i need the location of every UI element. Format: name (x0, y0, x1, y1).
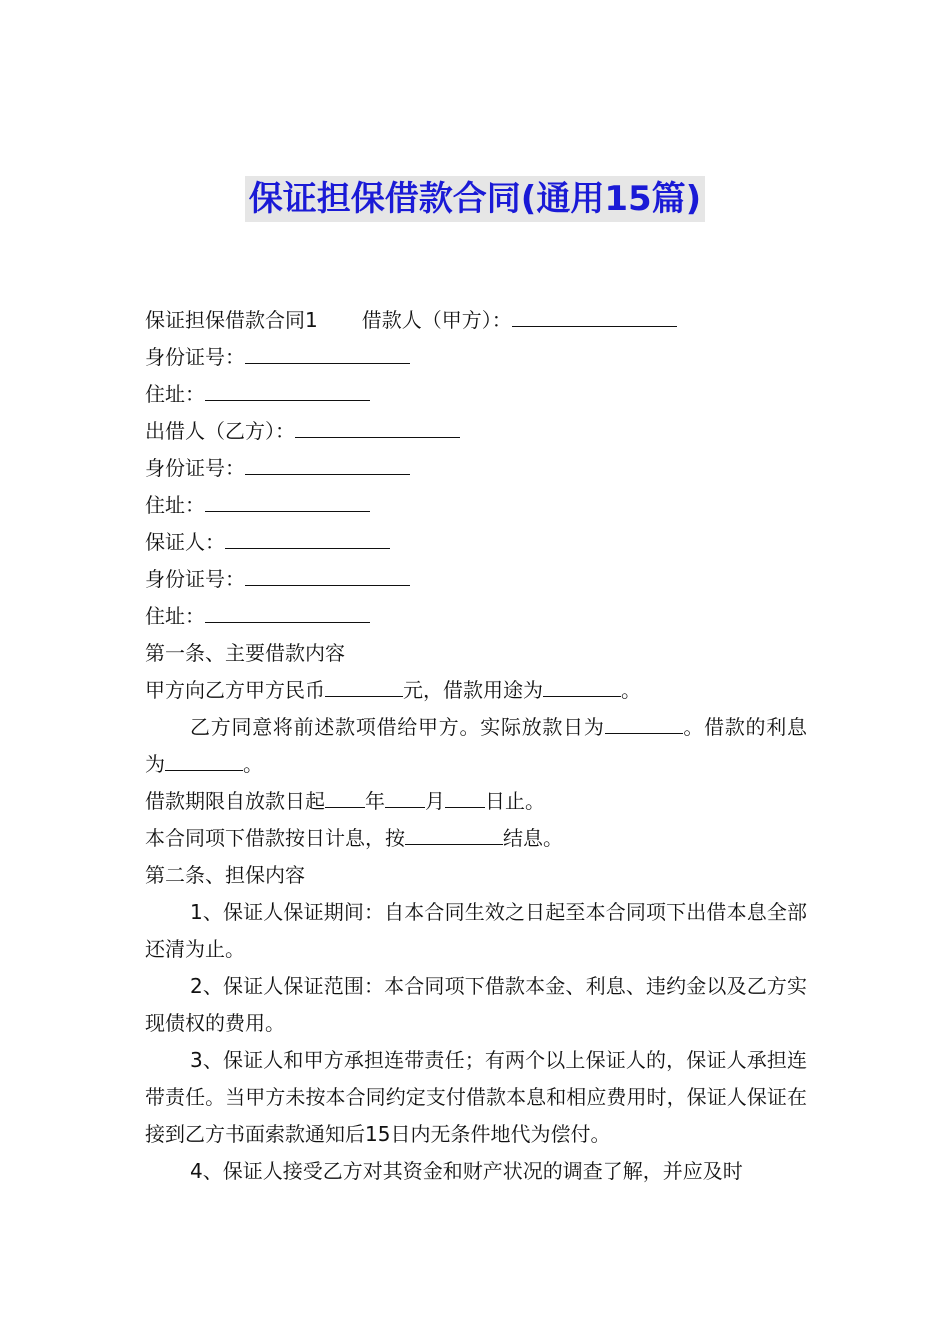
line-lender-id (145, 450, 807, 487)
address-label: 住址： (145, 382, 205, 406)
blank-field (245, 454, 410, 475)
address-label: 住址： (145, 604, 205, 628)
lender-label: 出借人（乙方）： (145, 419, 295, 443)
line-guarantor (145, 524, 807, 561)
line-lender (145, 413, 807, 450)
interest-calc-text: 本合同项下借款按日计息，按 (145, 826, 405, 850)
blank-field (225, 528, 390, 549)
blank-field (205, 602, 370, 623)
line-lender-address (145, 487, 807, 524)
blank-field (295, 417, 460, 438)
blank-field (245, 343, 410, 364)
blank-field (385, 787, 425, 808)
blank-field (205, 380, 370, 401)
line-borrower-id (145, 339, 807, 376)
term-text: 借款期限自放款日起 (145, 789, 325, 813)
id-label: 身份证号： (145, 456, 245, 480)
blank-field (512, 306, 677, 327)
paragraph-guarantee-period: 1、保证人保证期间：自本合同生效之日起至本合同项下出借本息全部还清为止。 (145, 900, 807, 961)
document-title: 保证担保借款合同(通用15篇) (245, 176, 705, 222)
day-text: 日止。 (485, 789, 545, 813)
purpose-text: 元，借款用途为 (403, 678, 543, 702)
blank-field (543, 676, 621, 697)
borrower-label: 借款人（甲方）： (361, 308, 512, 332)
interest-text: 。借款的利息为 (145, 715, 808, 776)
section-heading-1: 第一条、主要借款内容 (145, 641, 345, 665)
line-borrower-address (145, 376, 807, 413)
line-interest-calc (145, 820, 807, 857)
paragraph-disbursement (145, 709, 807, 783)
section-heading-2: 第二条、担保内容 (145, 863, 305, 887)
blank-field (445, 787, 485, 808)
id-label: 身份证号： (145, 567, 245, 591)
blank-field (405, 824, 503, 845)
contract-heading: 保证担保借款合同1 (145, 308, 318, 332)
id-label: 身份证号： (145, 345, 245, 369)
address-label: 住址： (145, 493, 205, 517)
blank-field (325, 676, 403, 697)
period-mark: 。 (621, 678, 641, 702)
line-amount (145, 672, 807, 709)
blank-field (165, 750, 243, 771)
blank-field (205, 491, 370, 512)
paragraph-investigation: 4、保证人接受乙方对其资金和财产状况的调查了解，并应及时 (190, 1159, 743, 1183)
year-text: 年 (365, 789, 385, 813)
paragraph-guarantee-scope: 2、保证人保证范围：本合同项下借款本金、利息、违约金以及乙方实现债权的费用。 (145, 974, 807, 1035)
line-term (145, 783, 807, 820)
blank-field (605, 713, 683, 734)
line-guarantor-address (145, 598, 807, 635)
blank-field (325, 787, 365, 808)
month-text: 月 (425, 789, 445, 813)
blank-field (245, 565, 410, 586)
document-body (145, 302, 807, 1190)
paragraph-joint-liability: 3、保证人和甲方承担连带责任；有两个以上保证人的，保证人承担连带责任。当甲方未按本合同约定支付借款本息和相应费用时，保证人保证在接到乙方书面索款通知后15日内无条件地代为偿付。 (145, 1048, 807, 1146)
period-mark: 。 (243, 752, 263, 776)
title-wrap (0, 176, 950, 222)
settlement-text: 结息。 (503, 826, 563, 850)
line-borrower (145, 302, 807, 339)
disbursement-text: 乙方同意将前述款项借给甲方。实际放款日为 (190, 715, 605, 739)
amount-text: 甲方向乙方甲方民币 (145, 678, 325, 702)
guarantor-label: 保证人： (145, 530, 225, 554)
line-guarantor-id (145, 561, 807, 598)
